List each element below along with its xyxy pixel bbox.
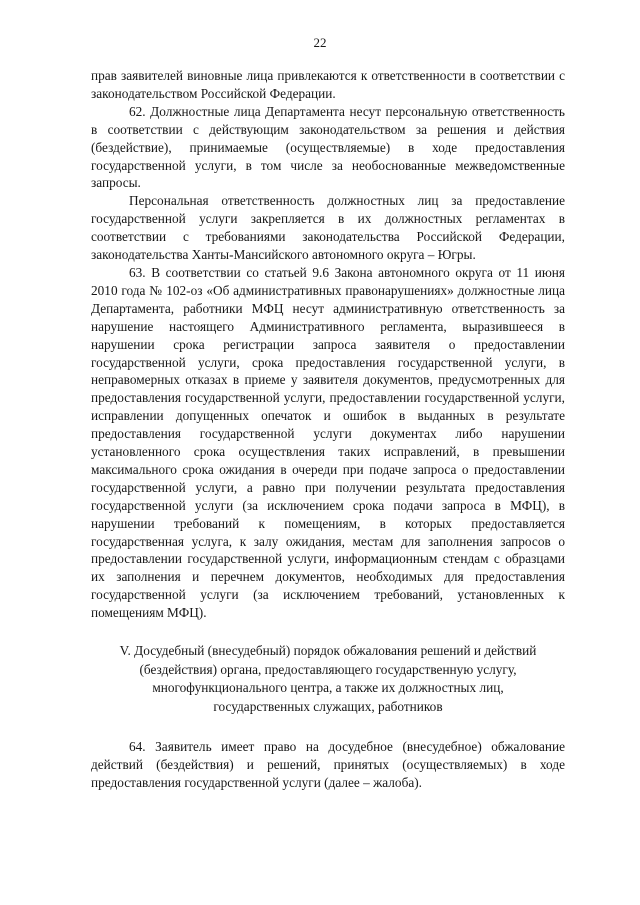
section-heading-line: V. Досудебный (внесудебный) порядок обжалования решений и действий xyxy=(119,643,537,659)
paragraph-62: 62. Должностные лица Департамента несут персональную ответственность в соответствии с действующим законодательством за решения и действия (бездействие), принимаемые (осуществляемые) в ходе предоставления государственной услуги, в том числе за необоснованные межведомственные запросы. xyxy=(91,103,565,191)
paragraph-62-personal-responsibility: Персональная ответственность должностных лиц за предоставление государственной услуги закрепляется в их должностных регламентах в соответствии с требованиями законодательства Российской Федерации, законодательства Ханты-Мансийского автономного округа – Югры. xyxy=(91,193,565,263)
paragraph-63: 63. В соответствии со статьей 9.6 Закона автономного округа от 11 июня 2010 года № 102-оз «Об административных правонарушениях» должностные лица Департамента, работники МФЦ несут административную ответственность за нарушение настоящего Административного регламента, выразившееся в нарушении срока регистрации запроса заявителя о предоставлении государственной услуги, срока предоставления государственной услуги, в неправомерных отказах в приеме у заявителя документов, предусмотренных для предоставления государственной услуги, предоставлении государственной услуги, исправлении допущенных опечаток и ошибок в выданных в результате предоставления государственной услуги документах либо нарушении установленного срока осуществления таких исправлений, в превышении максимального срока ожидания в очереди при подаче запроса о предоставлении государственной услуги, а равно при получении результата предоставления государственной услуги (за исключением срока подачи запроса в МФЦ), в нарушении требований к помещениям, в которых предоставляется государственная услуга, к залу ожидания, местам для заполнения запросов о предоставлении государственной услуги, информационным стендам с образцами их заполнения и перечнем документов, необходимых для предоставления государственной услуги (за исключением требований, установленных к помещениям МФЦ). xyxy=(91,264,565,621)
paragraph-continuation: прав заявителей виновные лица привлекаются к ответственности в соответствии с законодательством Российской Федерации. xyxy=(91,68,565,101)
section-heading xyxy=(91,642,565,716)
section-heading-line: государственных служащих, работников xyxy=(213,698,443,714)
section-heading-line: (бездействия) органа, предоставляющего государственную услугу, xyxy=(139,661,517,677)
section-heading-line: многофункционального центра, а также их должностных лиц, xyxy=(152,680,504,696)
document-body xyxy=(91,67,565,792)
paragraph-64: 64. Заявитель имеет право на досудебное (внесудебное) обжалование действий (бездействия) и решений, принятых (осуществляемых) в ходе предоставления государственной услуги (далее – жалоба). xyxy=(91,739,565,790)
page-number: 22 xyxy=(313,35,327,50)
